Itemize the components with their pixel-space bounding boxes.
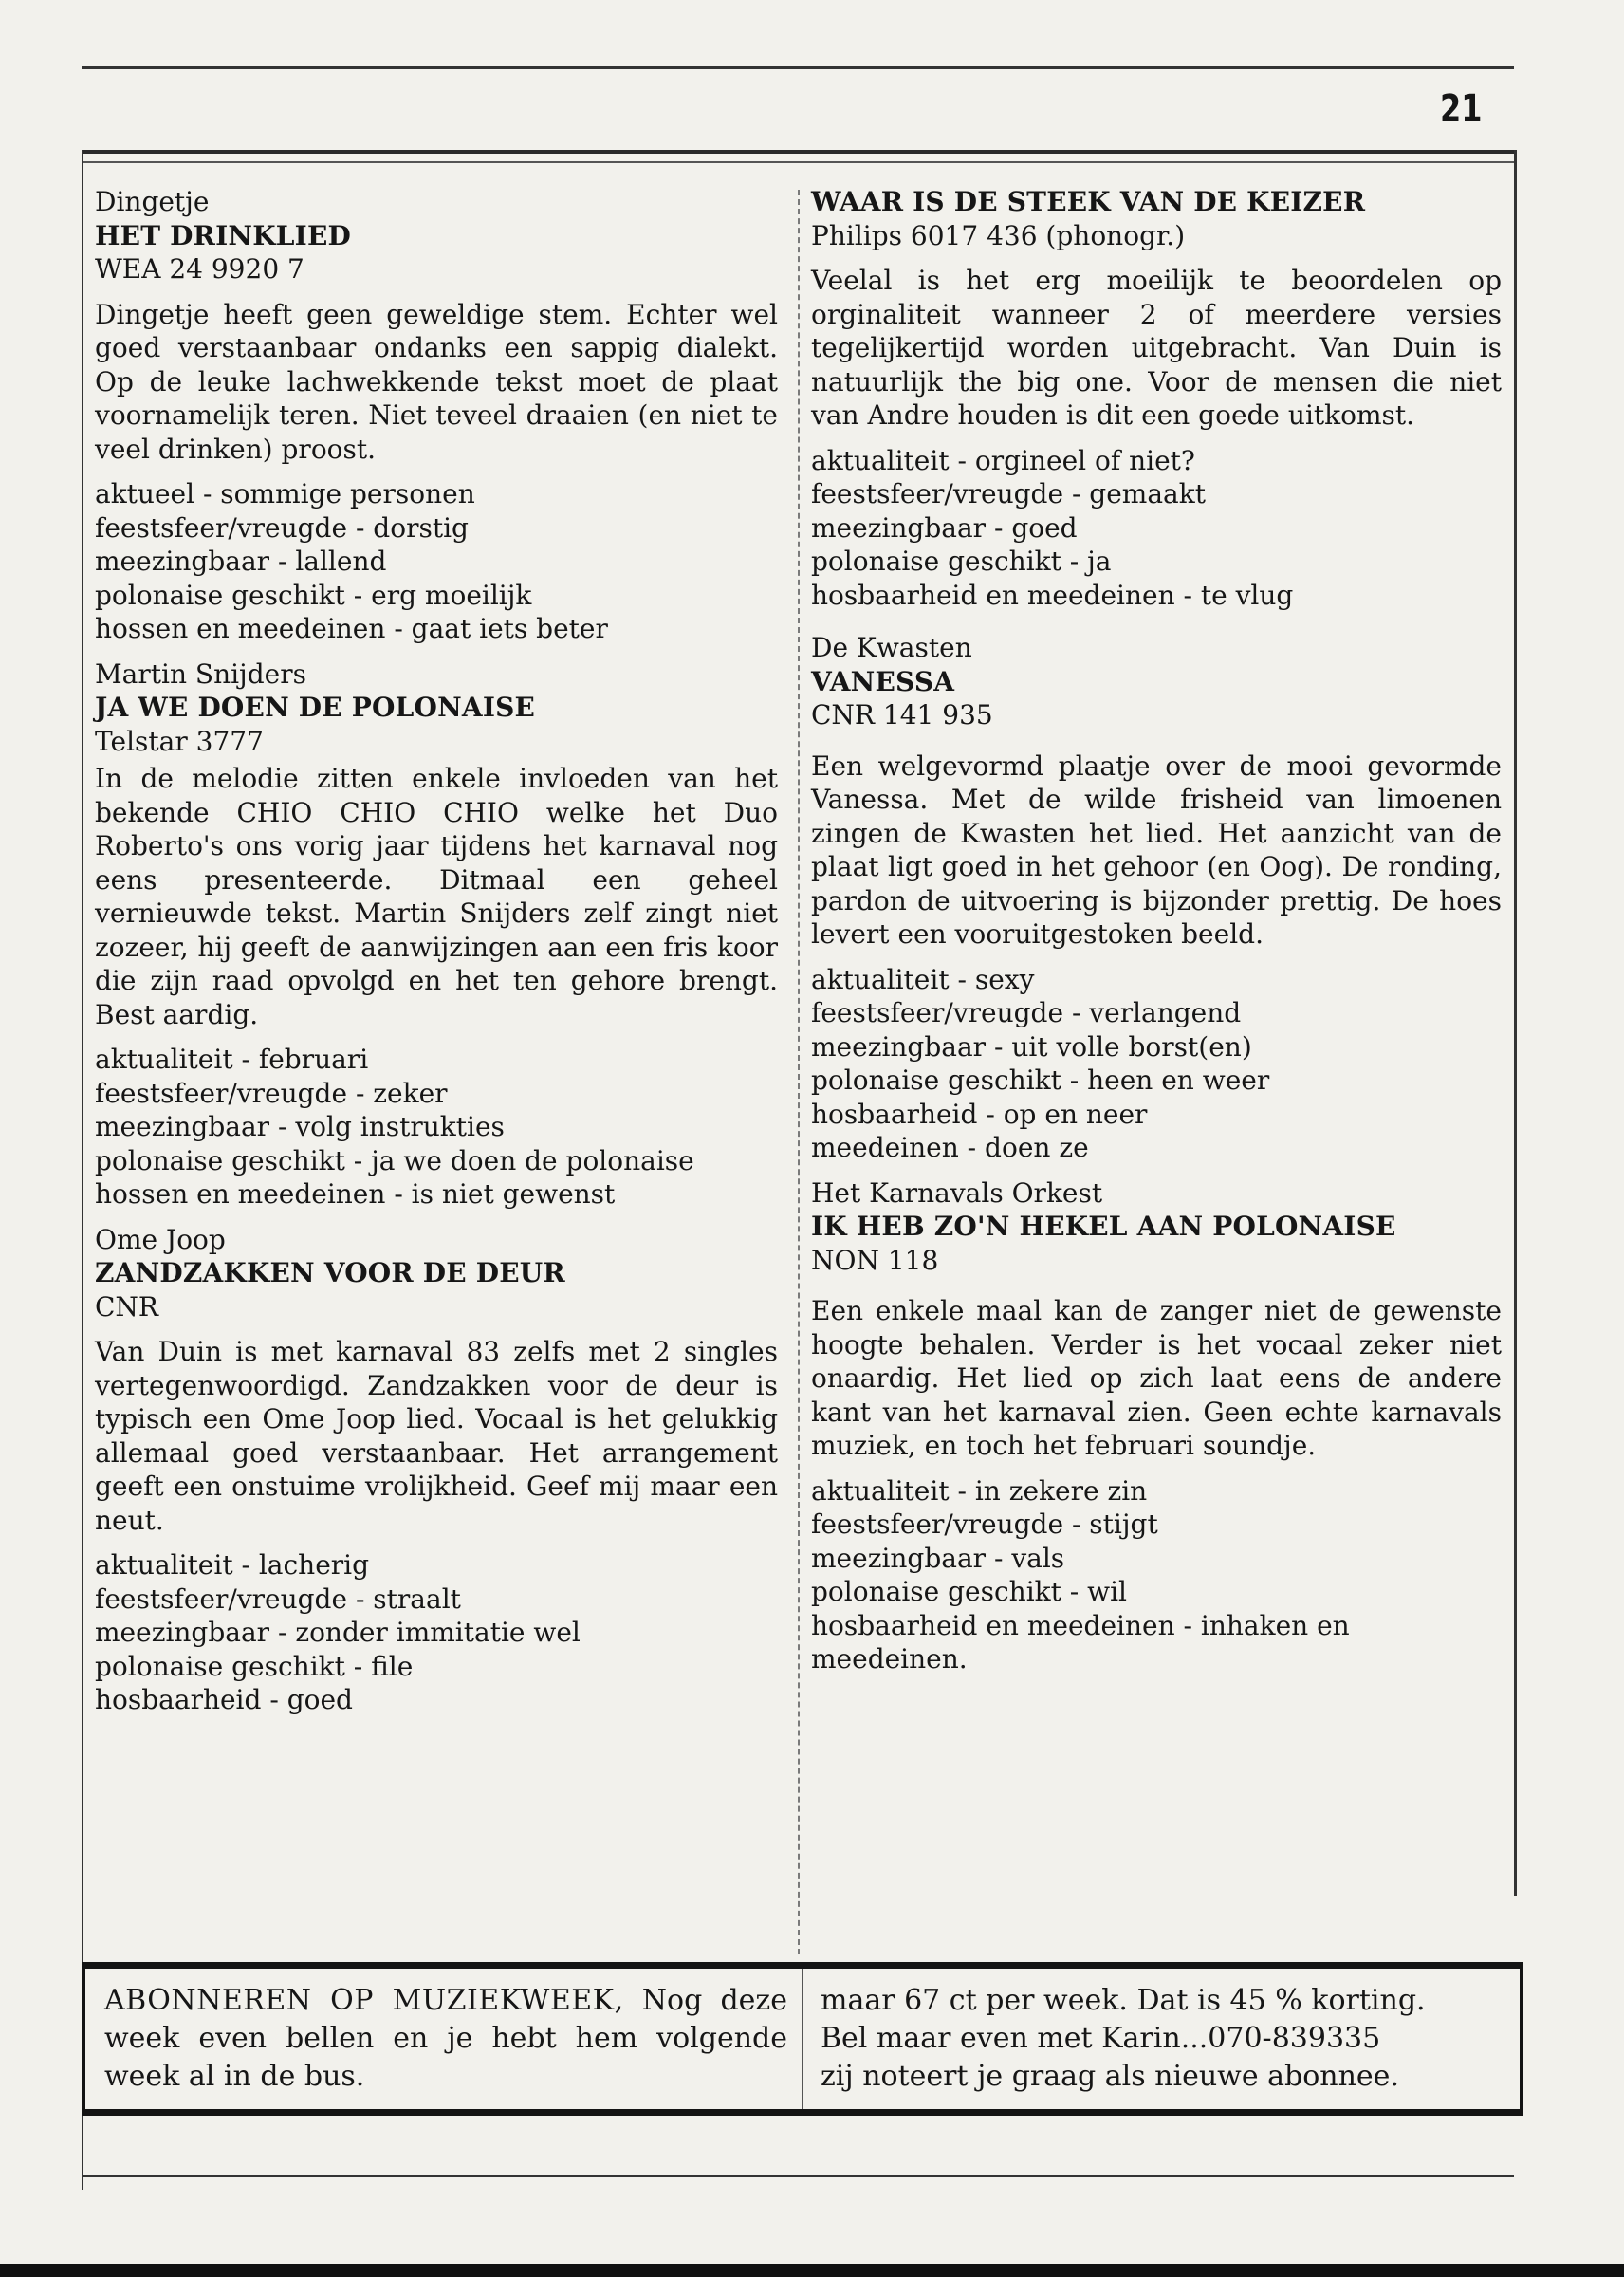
banner-phone-line: Bel maar even met Karin...070-839335 [821,2022,1381,2055]
rating-line: feestsfeer/vreugde - verlangend [811,997,1242,1028]
review-catalog: Telstar 3777 [95,725,264,757]
rating-line: hosbaarheid - goed [95,1684,353,1715]
banner-left-body: Nog deze week even bellen en je hebt hem volgende week al in de bus. [104,1984,787,2093]
review-title: ZANDZAKKEN VOOR DE DEUR [95,1257,565,1288]
frame-top-rule-thin [82,161,1514,163]
review-header [95,657,778,759]
rating-line: aktualiteit - lacherig [95,1549,370,1581]
frame-top-rule [82,150,1514,154]
review-waar-is-de-steek-van-de-keizer [811,185,1502,612]
page-number: 21 [1440,87,1483,131]
banner-left [104,1982,787,2096]
rating-line: feestsfeer/vreugde - gemaakt [811,478,1206,509]
rating-line: meezingbaar - volg instrukties [95,1111,505,1142]
rating-line: meedeinen - doen ze [811,1132,1089,1163]
review-catalog: WEA 24 9920 7 [95,253,304,285]
rating-line: feestsfeer/vreugde - straalt [95,1583,461,1615]
rating-line: meezingbaar - zonder immitatie wel [95,1617,581,1648]
review-body: In de melodie zitten enkele invloeden van het bekende CHIO CHIO CHIO welke het Duo Roberto's ons vorig jaar tijdens het karnaval nog eens presenteerde. Ditmaal een geheel vernieuwde tekst. Martin Snijders zelf zingt niet zozeer, hij geeft de aanwijzingen aan een fris koor die zijn raad opvolgd en het ten gehore brengt. Best aardig. [95,763,778,1030]
rating-line: aktualiteit - sexy [811,963,1035,995]
review-header [811,1176,1502,1278]
review-artist: Ome Joop [95,1223,226,1255]
review-header [811,631,1502,732]
rating-line: polonaise geschikt - ja we doen de polonaise [95,1144,694,1176]
banner-heading: ABONNEREN OP MUZIEKWEEK, [104,1984,624,2017]
rating-line: hosbaarheid en meedeinen - te vlug [811,579,1294,611]
review-artist: Martin Snijders [95,657,306,690]
review-ratings [95,477,778,646]
review-catalog: Philips 6017 436 (phonogr.) [811,219,1186,251]
review-body: Veelal is het erg moeilijk te beoordelen op orginaliteit wanneer 2 of meerdere versies tegelijkertijd worden uitgebracht. Van Duin is natuurlijk the big one. Voor de mensen die niet van Andre houden is dit een goede uitkomst. [811,265,1502,431]
rating-line: hosbaarheid - op en neer [811,1098,1148,1130]
review-ratings [95,1548,778,1717]
review-header [811,185,1502,252]
review-ratings [95,1043,778,1212]
rating-line: aktueel - sommige personen [95,478,475,509]
banner-right [821,1982,1504,2096]
rating-line: aktualiteit - in zekere zin [811,1474,1148,1507]
bottom-rule [82,2175,1514,2177]
top-rule [82,66,1514,69]
rating-line: polonaise geschikt - file [95,1650,414,1682]
rating-line: hossen en meedeinen - gaat iets beter [95,613,608,644]
review-ratings [811,444,1502,613]
review-zandzakken-voor-de-deur [95,1223,778,1717]
banner-price-line: maar 67 ct per week. Dat is 45 % korting. [821,1984,1426,2017]
subscription-banner [82,1962,1523,2116]
review-catalog: CNR [95,1290,159,1323]
review-ratings [811,963,1502,1165]
review-body: Een welgevormd plaatje over de mooi gevormde Vanessa. Met de wilde frisheid van limoenen zingen de Kwasten het lied. Het aanzicht van de plaat ligt goed in het gehoor (en Oog). De ronding, pardon de uitvoering is bijzonder prettig. De hoes levert een vooruitgestoken beeld. [811,750,1502,950]
review-title: WAAR IS DE STEEK VAN DE KEIZER [811,186,1366,217]
review-artist: De Kwasten [811,632,972,663]
review-artist: Dingetje [95,186,210,217]
rating-line: feestsfeer/vreugde - zeker [95,1077,448,1109]
column-divider [798,190,802,1954]
rating-line: feestsfeer/vreugde - dorstig [95,511,469,544]
rating-line: polonaise geschikt - wil [811,1576,1128,1607]
frame-right-rule [1514,150,1517,1896]
review-ratings [811,1474,1502,1676]
review-header [95,1223,778,1324]
left-column [95,185,778,1729]
rating-line: polonaise geschikt - heen en weer [811,1064,1270,1096]
rating-line: aktualiteit - orgineel of niet? [811,444,1195,476]
rating-line: meezingbaar - uit volle borst(en) [811,1030,1252,1063]
frame-left-rule [82,150,83,2190]
rating-line: polonaise geschikt - ja [811,546,1112,577]
review-body: Dingetje heeft geen geweldige stem. Echter wel goed verstaanbaar ondanks een sappig dialekt. Op de leuke lachwekkende tekst moet de plaat voornamelijk teren. Niet teveel draaien (en niet te veel drinken) proost. [95,298,778,465]
banner-left-text [104,1982,787,2096]
review-title: HET DRINKLIED [95,219,351,251]
rating-line: feestsfeer/vreugde - stijgt [811,1509,1158,1540]
banner-note-line: zij noteert je graag als nieuwe abonnee. [821,2060,1399,2093]
review-title: VANESSA [811,665,955,697]
review-title: JA WE DOEN DE POLONAISE [95,692,536,723]
right-column [811,185,1502,1688]
rating-line: hossen en meedeinen - is niet gewenst [95,1178,616,1210]
banner-divider [802,1969,803,2109]
review-vanessa [811,631,1502,1165]
scan-edge [0,2264,1624,2277]
review-catalog: NON 118 [811,1244,939,1276]
review-artist: Het Karnavals Orkest [811,1176,1103,1209]
review-ik-heb-zon-hekel-aan-polonaise [811,1176,1502,1676]
review-het-drinklied [95,185,778,646]
review-catalog: CNR 141 935 [811,699,993,731]
review-ja-we-doen-de-polonaise [95,657,778,1212]
rating-line: meezingbaar - lallend [95,546,387,577]
rating-line: meezingbaar - vals [811,1542,1065,1574]
rating-line: aktualiteit - februari [95,1044,369,1075]
review-title: IK HEB ZO'N HEKEL AAN POLONAISE [811,1211,1396,1242]
rating-line: polonaise geschikt - erg moeilijk [95,579,532,611]
review-header [95,185,778,287]
rating-line: hosbaarheid en meedeinen - inhaken en meedeinen. [811,1609,1350,1675]
rating-line: meezingbaar - goed [811,511,1078,544]
review-body: Een enkele maal kan de zanger niet de gewenste hoogte behalen. Verder is het vocaal zeker niet onaardig. Het lied op zich laat eens de andere kant van het karnaval zien. Geen echte karnavals muziek, en toch het februari soundje. [811,1295,1502,1461]
review-body: Van Duin is met karnaval 83 zelfs met 2 singles vertegenwoordigd. Zandzakken voor de deur is typisch een Ome Joop lied. Vocaal is het gelukkig allemaal goed verstaanbaar. Het arrangement geeft een onstuime vrolijkheid. Geef mij maar een neut. [95,1336,778,1536]
